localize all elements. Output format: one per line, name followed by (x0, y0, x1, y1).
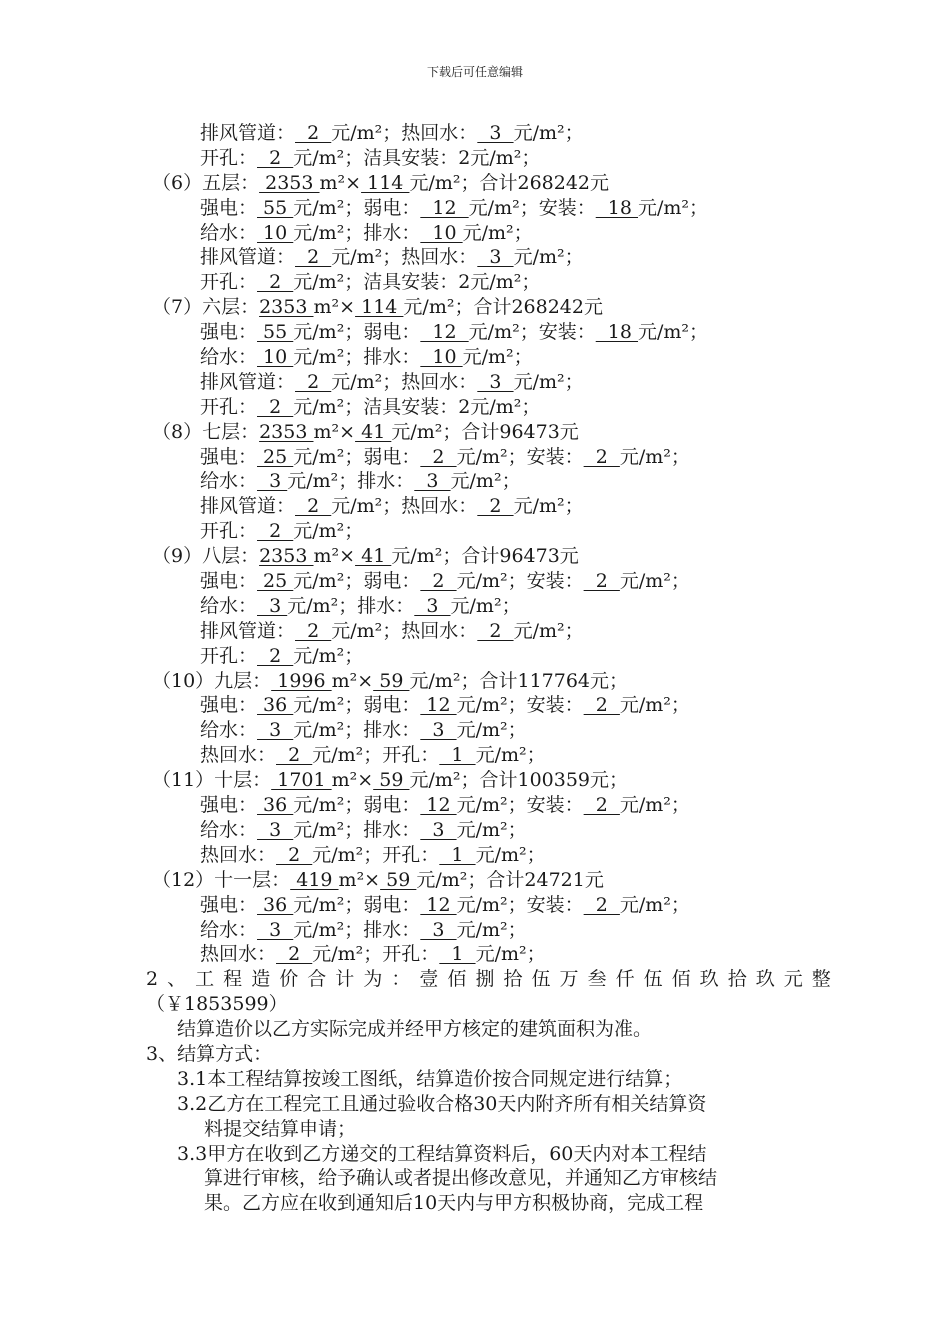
text-line (0, 1042, 950, 1067)
underlined-value: 3 (257, 719, 294, 742)
text-line (0, 295, 950, 320)
text-segment: 元/m²；热回水： (331, 619, 478, 642)
underlined-value: 41 (355, 420, 392, 443)
text-segment: 给水： (200, 221, 258, 244)
text-line (0, 569, 950, 594)
text-segment: 元/m²； (638, 321, 709, 344)
underlined-value: 41 (355, 545, 392, 568)
underlined-value: 2 (295, 122, 332, 144)
underlined-value: 3 (420, 918, 457, 941)
text-segment: 强电： (200, 445, 258, 468)
text-segment: 强电： (200, 321, 258, 344)
text-segment: 元/m²；合计268242元 (409, 171, 610, 194)
text-segment: 排风管道： (200, 122, 296, 144)
text-segment: 元/m²；热回水： (331, 122, 478, 144)
text-segment: 元/m²；弱电： (293, 694, 421, 717)
text-segment: （6）五层： (152, 171, 260, 194)
underlined-value: 2 (276, 744, 313, 767)
text-segment: 元/m²； (513, 619, 584, 642)
underlined-value: 2 (257, 520, 294, 543)
text-segment: 3.2乙方在工程完工且通过验收合格30天内附齐所有相关结算资 (177, 1092, 707, 1115)
text-line (0, 171, 950, 196)
text-segment: 元/m²；安装： (468, 196, 596, 219)
underlined-value: 3 (420, 818, 457, 841)
text-segment: 开孔： (200, 520, 258, 543)
underlined-value: 3 (414, 470, 451, 493)
text-segment: 元/m²； (513, 495, 584, 518)
text-line (0, 693, 950, 718)
text-segment: 元/m²；合计268242元 (403, 296, 603, 319)
text-segment: 元/m²； (450, 594, 521, 617)
underlined-value: 1 (439, 943, 476, 966)
underlined-value: 36 (257, 794, 294, 817)
text-segment: 元/m²；热回水： (331, 370, 478, 393)
underlined-value: 12 (420, 794, 457, 817)
text-line (0, 918, 950, 943)
underlined-value: 2 (295, 370, 332, 393)
text-line (0, 1117, 950, 1142)
text-line (0, 1191, 950, 1216)
text-segment: 元/m²； (619, 694, 690, 717)
text-segment: 元/m²；洁具安装：2元/m²； (293, 146, 541, 169)
text-segment: 元/m²；安装： (456, 794, 584, 817)
underlined-value: 2353 (259, 171, 320, 194)
text-segment: 元/m²；合计100359元； (409, 769, 629, 792)
text-segment: 元/m²；洁具安装：2元/m²； (293, 395, 541, 418)
underlined-value: 1996 (271, 669, 332, 692)
text-segment: 强电： (200, 570, 258, 593)
underlined-value: 1 (439, 744, 476, 767)
text-segment: 元/m²；开孔： (312, 843, 440, 866)
underlined-value: 3 (257, 594, 288, 617)
text-segment: 开孔： (200, 271, 258, 294)
underlined-value: 59 (373, 769, 410, 792)
underlined-value: 25 (257, 570, 294, 593)
text-segment: 元/m²； (619, 893, 690, 916)
text-segment: 2、工程造价合计为：壹佰捌拾伍万叁仟伍佰玖拾玖元整 (146, 968, 834, 991)
underlined-value: 2353 (259, 545, 314, 568)
text-line (0, 644, 950, 669)
underlined-value: 3 (477, 122, 514, 144)
text-segment: 热回水： (200, 744, 277, 767)
text-segment: 元/m²；合计96473元 (391, 420, 579, 443)
text-segment: 元/m²； (462, 346, 533, 369)
text-segment: （10）九层： (152, 669, 272, 692)
text-line (0, 270, 950, 295)
text-segment: 强电： (200, 893, 258, 916)
text-segment: 元/m²； (513, 246, 584, 269)
underlined-value: 2 (477, 495, 514, 518)
text-segment: 开孔： (200, 644, 258, 667)
text-segment: 元/m²； (513, 122, 584, 144)
text-line (0, 469, 950, 494)
text-segment: 强电： (200, 694, 258, 717)
text-segment: 元/m²；弱电： (293, 893, 421, 916)
text-segment: （12）十一层： (152, 868, 291, 891)
text-segment: 给水： (200, 918, 258, 941)
underlined-value: 3 (414, 594, 451, 617)
text-line (0, 868, 950, 893)
text-segment: 元/m²；安装： (456, 893, 584, 916)
underlined-value: 419 (290, 868, 339, 891)
underlined-value: 2 (583, 794, 620, 817)
text-line (0, 718, 950, 743)
text-segment: 元/m²；排水： (293, 918, 421, 941)
text-segment: 元/m²；排水： (293, 346, 421, 369)
text-segment: 元/m²； (475, 943, 546, 966)
underlined-value: 59 (373, 669, 410, 692)
page-header: 下载后可任意编辑 (426, 65, 523, 79)
text-segment: 给水： (200, 818, 258, 841)
underlined-value: 3 (420, 719, 457, 742)
underlined-value: 2 (477, 619, 514, 642)
underlined-value: 12 (420, 321, 469, 344)
text-segment: 3.1本工程结算按竣工图纸，结算造价按合同规定进行结算； (177, 1067, 683, 1090)
underlined-value: 2 (257, 395, 294, 418)
text-segment: 元/m²；开孔： (312, 943, 440, 966)
text-segment: 强电： (200, 196, 258, 219)
text-line (0, 843, 950, 868)
underlined-value: 2 (257, 644, 294, 667)
text-line (0, 121, 950, 146)
text-segment: 元/m²；安装： (456, 570, 584, 593)
underlined-value: 1701 (271, 769, 332, 792)
text-segment: 元/m²；排水： (287, 470, 415, 493)
underlined-value: 2 (276, 843, 313, 866)
text-segment: 元/m²； (619, 570, 690, 593)
underlined-value: 12 (420, 893, 457, 916)
text-line (0, 420, 950, 445)
underlined-value: 10 (257, 221, 294, 244)
text-segment: 元/m²； (619, 445, 690, 468)
underlined-value: 55 (257, 196, 294, 219)
text-line (0, 594, 950, 619)
text-line (0, 669, 950, 694)
text-segment: （9）八层： (152, 545, 260, 568)
document-body (0, 121, 950, 1216)
text-line (0, 146, 950, 171)
text-segment: 元/m²； (293, 644, 364, 667)
text-line (0, 619, 950, 644)
text-line (0, 245, 950, 270)
underlined-value: 36 (257, 893, 294, 916)
text-line (0, 893, 950, 918)
underlined-value: 2353 (259, 420, 314, 443)
text-segment: 给水： (200, 346, 258, 369)
underlined-value: 2 (583, 893, 620, 916)
text-line (0, 544, 950, 569)
underlined-value: 25 (257, 445, 294, 468)
underlined-value: 3 (257, 818, 294, 841)
text-segment: 结算造价以乙方实际完成并经甲方核定的建筑面积为准。 (177, 1018, 653, 1041)
text-line (0, 395, 950, 420)
text-segment: m²× (338, 868, 381, 891)
text-line (0, 370, 950, 395)
text-segment: 强电： (200, 794, 258, 817)
underlined-value: 3 (477, 370, 514, 393)
text-segment: 元/m²；排水： (287, 594, 415, 617)
text-segment: 元/m²； (293, 520, 364, 543)
underlined-value: 3 (257, 470, 288, 493)
text-line (0, 1067, 950, 1092)
text-segment: 热回水： (200, 943, 277, 966)
text-segment: 算进行审核，给予确认或者提出修改意见，并通知乙方审核结 (204, 1167, 718, 1190)
underlined-value: 114 (355, 296, 404, 319)
underlined-value: 18 (595, 196, 639, 219)
underlined-value: 2353 (259, 296, 314, 319)
text-line (0, 818, 950, 843)
text-segment: m²× (313, 420, 356, 443)
text-segment: m²× (319, 171, 362, 194)
text-line (0, 320, 950, 345)
text-segment: 元/m²； (513, 370, 584, 393)
text-line (0, 494, 950, 519)
text-segment: 排风管道： (200, 246, 296, 269)
text-segment: 元/m²；热回水： (331, 495, 478, 518)
underlined-value: 12 (420, 694, 457, 717)
text-line (0, 1017, 950, 1042)
text-line (0, 1092, 950, 1117)
text-line (0, 967, 834, 992)
text-line (0, 445, 950, 470)
text-segment: 元/m²；排水： (293, 719, 421, 742)
underlined-value: 10 (257, 346, 294, 369)
text-segment: 给水： (200, 594, 258, 617)
underlined-value: 2 (583, 694, 620, 717)
text-segment: 元/m²； (475, 744, 546, 767)
text-segment: 元/m²；安装： (468, 321, 596, 344)
text-segment: 开孔： (200, 395, 258, 418)
text-segment: m²× (331, 669, 374, 692)
text-segment: m²× (313, 545, 356, 568)
text-segment: 排风管道： (200, 619, 296, 642)
text-segment: 给水： (200, 719, 258, 742)
text-segment: 元/m²； (638, 196, 709, 219)
underlined-value: 10 (420, 221, 463, 244)
underlined-value: 114 (361, 171, 410, 194)
text-line (0, 221, 950, 246)
underlined-value: 3 (257, 918, 294, 941)
text-segment: 元/m²；弱电： (293, 794, 421, 817)
underlined-value: 2 (583, 570, 620, 593)
text-segment: 元/m²； (456, 918, 527, 941)
text-segment: 元/m²；合计117764元； (409, 669, 629, 692)
underlined-value: 36 (257, 694, 294, 717)
text-segment: 元/m²；安装： (456, 445, 584, 468)
text-line (0, 743, 950, 768)
underlined-value: 2 (295, 246, 332, 269)
underlined-value: 2 (257, 146, 294, 169)
text-segment: 元/m²；合计24721元 (416, 868, 604, 891)
text-line (0, 196, 950, 221)
underlined-value: 2 (420, 570, 457, 593)
text-segment: 元/m²；合计96473元 (391, 545, 579, 568)
underlined-value: 59 (380, 868, 417, 891)
text-segment: 元/m²；排水： (293, 818, 421, 841)
text-line (0, 793, 950, 818)
text-segment: 元/m²；弱电： (293, 570, 421, 593)
text-segment: 元/m²；弱电： (293, 321, 421, 344)
underlined-value: 2 (420, 445, 457, 468)
text-segment: （8）七层： (152, 420, 260, 443)
text-line (0, 519, 950, 544)
text-segment: 元/m²； (456, 818, 527, 841)
text-line (0, 768, 950, 793)
underlined-value: 2 (295, 495, 332, 518)
text-segment: 元/m²； (450, 470, 521, 493)
underlined-value: 1 (439, 843, 476, 866)
text-segment: （11）十层： (152, 769, 272, 792)
text-segment: 开孔： (200, 146, 258, 169)
underlined-value: 2 (295, 619, 332, 642)
text-segment: 元/m²；热回水： (331, 246, 478, 269)
text-segment: 给水： (200, 470, 258, 493)
text-segment: m²× (313, 296, 356, 319)
text-segment: 果。乙方应在收到通知后10天内与甲方积极协商，完成工程 (204, 1192, 704, 1215)
text-segment: 排风管道： (200, 370, 296, 393)
text-segment: 元/m²； (619, 794, 690, 817)
text-segment: 元/m²； (456, 719, 527, 742)
text-segment: 元/m²； (462, 221, 533, 244)
text-line (0, 345, 950, 370)
text-line (0, 942, 950, 967)
underlined-value: 2 (276, 943, 313, 966)
text-segment: （7）六层： (152, 296, 260, 319)
text-segment: 料提交结算申请； (204, 1117, 357, 1140)
text-segment: 热回水： (200, 843, 277, 866)
text-segment: 排风管道： (200, 495, 296, 518)
underlined-value: 55 (257, 321, 294, 344)
text-line (0, 1166, 950, 1191)
text-segment: 元/m²；弱电： (293, 445, 421, 468)
text-line (0, 1142, 950, 1167)
text-segment: （￥1853599） (146, 993, 288, 1016)
underlined-value: 10 (420, 346, 463, 369)
underlined-value: 18 (595, 321, 639, 344)
text-segment: 3、结算方式： (146, 1042, 273, 1065)
text-segment: 元/m²；弱电： (293, 196, 421, 219)
text-line (0, 992, 950, 1017)
underlined-value: 2 (257, 271, 294, 294)
text-segment: 元/m²；开孔： (312, 744, 440, 767)
text-segment: 元/m²；安装： (456, 694, 584, 717)
underlined-value: 2 (583, 445, 620, 468)
underlined-value: 3 (477, 246, 514, 269)
underlined-value: 12 (420, 196, 469, 219)
text-segment: 元/m²； (475, 843, 546, 866)
text-segment: 元/m²；洁具安装：2元/m²； (293, 271, 541, 294)
text-segment: m²× (331, 769, 374, 792)
text-segment: 3.3甲方在收到乙方递交的工程结算资料后，60天内对本工程结 (177, 1142, 707, 1165)
text-segment: 元/m²；排水： (293, 221, 421, 244)
